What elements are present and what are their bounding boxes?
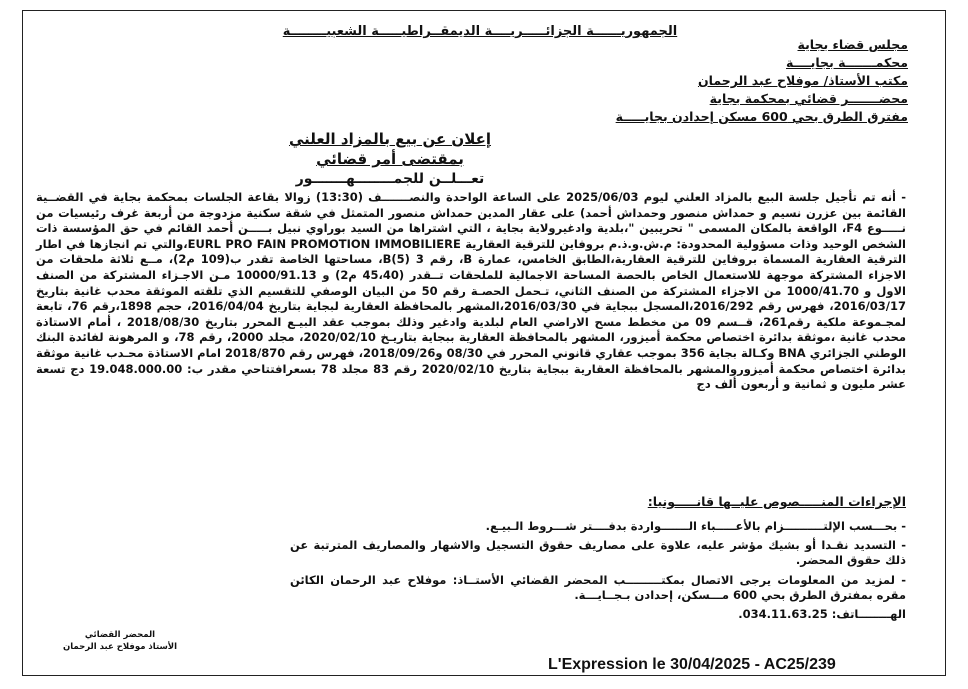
procedures-list (290, 519, 906, 626)
body-paragraph: - أنه تم تأجيل جلسة البيع بالمزاد العلني ليوم 2025/06/03 على الساعة الواحدة والنصـــــــف (13:30) زوالا بقاعة الجلسات بمحكمة بجاية في القضــية القائمة بين عزرن نسيم و حمداش منصور وحمداش أحمد) على عقار المدين حمداش منصور المتمثل في شقة سكنية مزدوجة من أربعة غرف رئيسيات من نـــــوع F4، الواقعة بالمكان المسمى " تحريبين "،بلدية وادغيرولاية بجاية ، التي اشتراها من السيد بوراوي نبيل بـــــن أحمد القائم في حق المؤسسة ذات الشخص الوحيد وذات مسؤولية المحدودة: م.ش.و.ذ.م بروفاين للترقية العقارية EURL PRO FAIN PROMOTION IMMOBILIERE،والتي تم انجازها في اطار الترقية العقارية المسماة بروفاين للترقية العقارية،الطابق الخامس، عمارة B، رقم 3 (B(5، مساحتها الخاصة تقدر ب(109 م2)، مــع ثلاثة ملحقات من الاجزاء المشتركة موجهة للاستعمال الخاص بالحصة المساحة الاجمالية للملحقات تــقدر (45،40 م2) و 10000/91.13 مـن الاجـزاء المشتركة من الصنف الاول و 1000/41.70 من الاجزاء المشتركة من الصنف الثاني، تـحمل الحصـة رقم 50 من البيان الوصفي للتقسيم الذي تلقته الموثقة محدب غانية بتاريخ 2016/03/17، فهرس رقم 2016/292،المسجل ببجاية في 2016/03/30،المشهر بالمحافظة العقارية لبجاية بتاريخ 2016/04/04، حجم 1898،رقم 76، تابعة لمجـموعة ملكية رقم261، قــسم 09 من مخطط مسح الاراضي العام لبلدية وادغير وذلك بموجب عقد البيـع المحرر بتاريخ 2018/08/30 ، أمام الاستاذة محدب غانية ،موثقة بدائرة اختصاص محكمة أميزور، المشهر بالمحافظة العقارية ببجاية بتاريـخ 2020/02/10، مجلد 2000، رقم 78، و المرهونة لفائدة البنك الوطني الجزائري BNA وكـالة بجاية 356 بموجب عقاري قانوني المحرر في 08/30 و2018/09/26، فهرس رقم 2018/870 امام الاستاذة محـدب غانية موثقة بدائرة اختصاص محكمة أميزوروالمشهر بالمحافظة العقارية ببجاية بتاريخ 2020/02/10 رقم 83 مجلد 78 بسعرافتتاحي مقدر ب: 19.048.000.00 دج تسعة عشر مليون و ثمانية و أربعون ألف دج (36, 190, 907, 392)
court-header (488, 36, 908, 126)
procedure-item-charges: - بحـــسب الإلتــــــــــزام بالأعـــــباء الـــــــواردة بدفــــتر شـــروط الـبيـع. (485, 519, 906, 533)
procedure-item-phone: الهــــــــاتف: 034.11.63.25. (738, 607, 906, 622)
procedure-item-contact: - لمزيد من المعلومات يرجى الاتصال بمكتـــــــــب المحضر القضائي الأستــاذ: موفلاح عبد الرحمان الكائن مقره بمفترق الطرق بحي 600 مـــسكن، إحدادن بـجــايـــة. (290, 572, 906, 602)
office-address: مفترق الطرق بحي 600 مسكن إحدادن بجايـــــة (615, 109, 908, 124)
bailiff-role: محضـــــــر قضائي بمحكمة بجاية (709, 91, 908, 106)
notice-body (36, 190, 906, 393)
court-council: مجلس قضاء بجاية (797, 37, 908, 52)
procedures-heading: الإجراءات المنـــــصوص عليــها قانـــــونيا: (647, 494, 906, 509)
signature-name: الأستاذ موفلاح عبد الرحمان (62, 642, 178, 652)
tribunal-name: محكمـــــــة بجايــــة (786, 55, 908, 70)
notice-announcement: تعـــلــن للجمــــــــهـــــــور (295, 171, 485, 187)
republic-heading: الجمهوريــــــة الجزائـــــريــــة الديمقــراطيـــــة الشعبيــــــــة (282, 24, 678, 39)
signature-stamp (45, 629, 195, 653)
notice-title: إعلان عن بيع بالمزاد العلني (288, 130, 491, 148)
publication-footer: L'Expression le 30/04/2025 - AC25/239 (548, 656, 836, 673)
procedure-item-payment: - التسديد نقـدا أو بشيك مؤشر عليه، علاوة على مصاريف حقوق التسجيل والاشهار والمصاريف المترتبة عن ذلك حقوق المحضر. (290, 538, 906, 568)
notice-subtitle: بمقتضى أمر قضائي (316, 150, 464, 168)
signature-title: المحضر القضائي (84, 630, 156, 640)
bailiff-office: مكتب الأستاذ/ موفلاح عبد الرحمان (697, 73, 908, 88)
